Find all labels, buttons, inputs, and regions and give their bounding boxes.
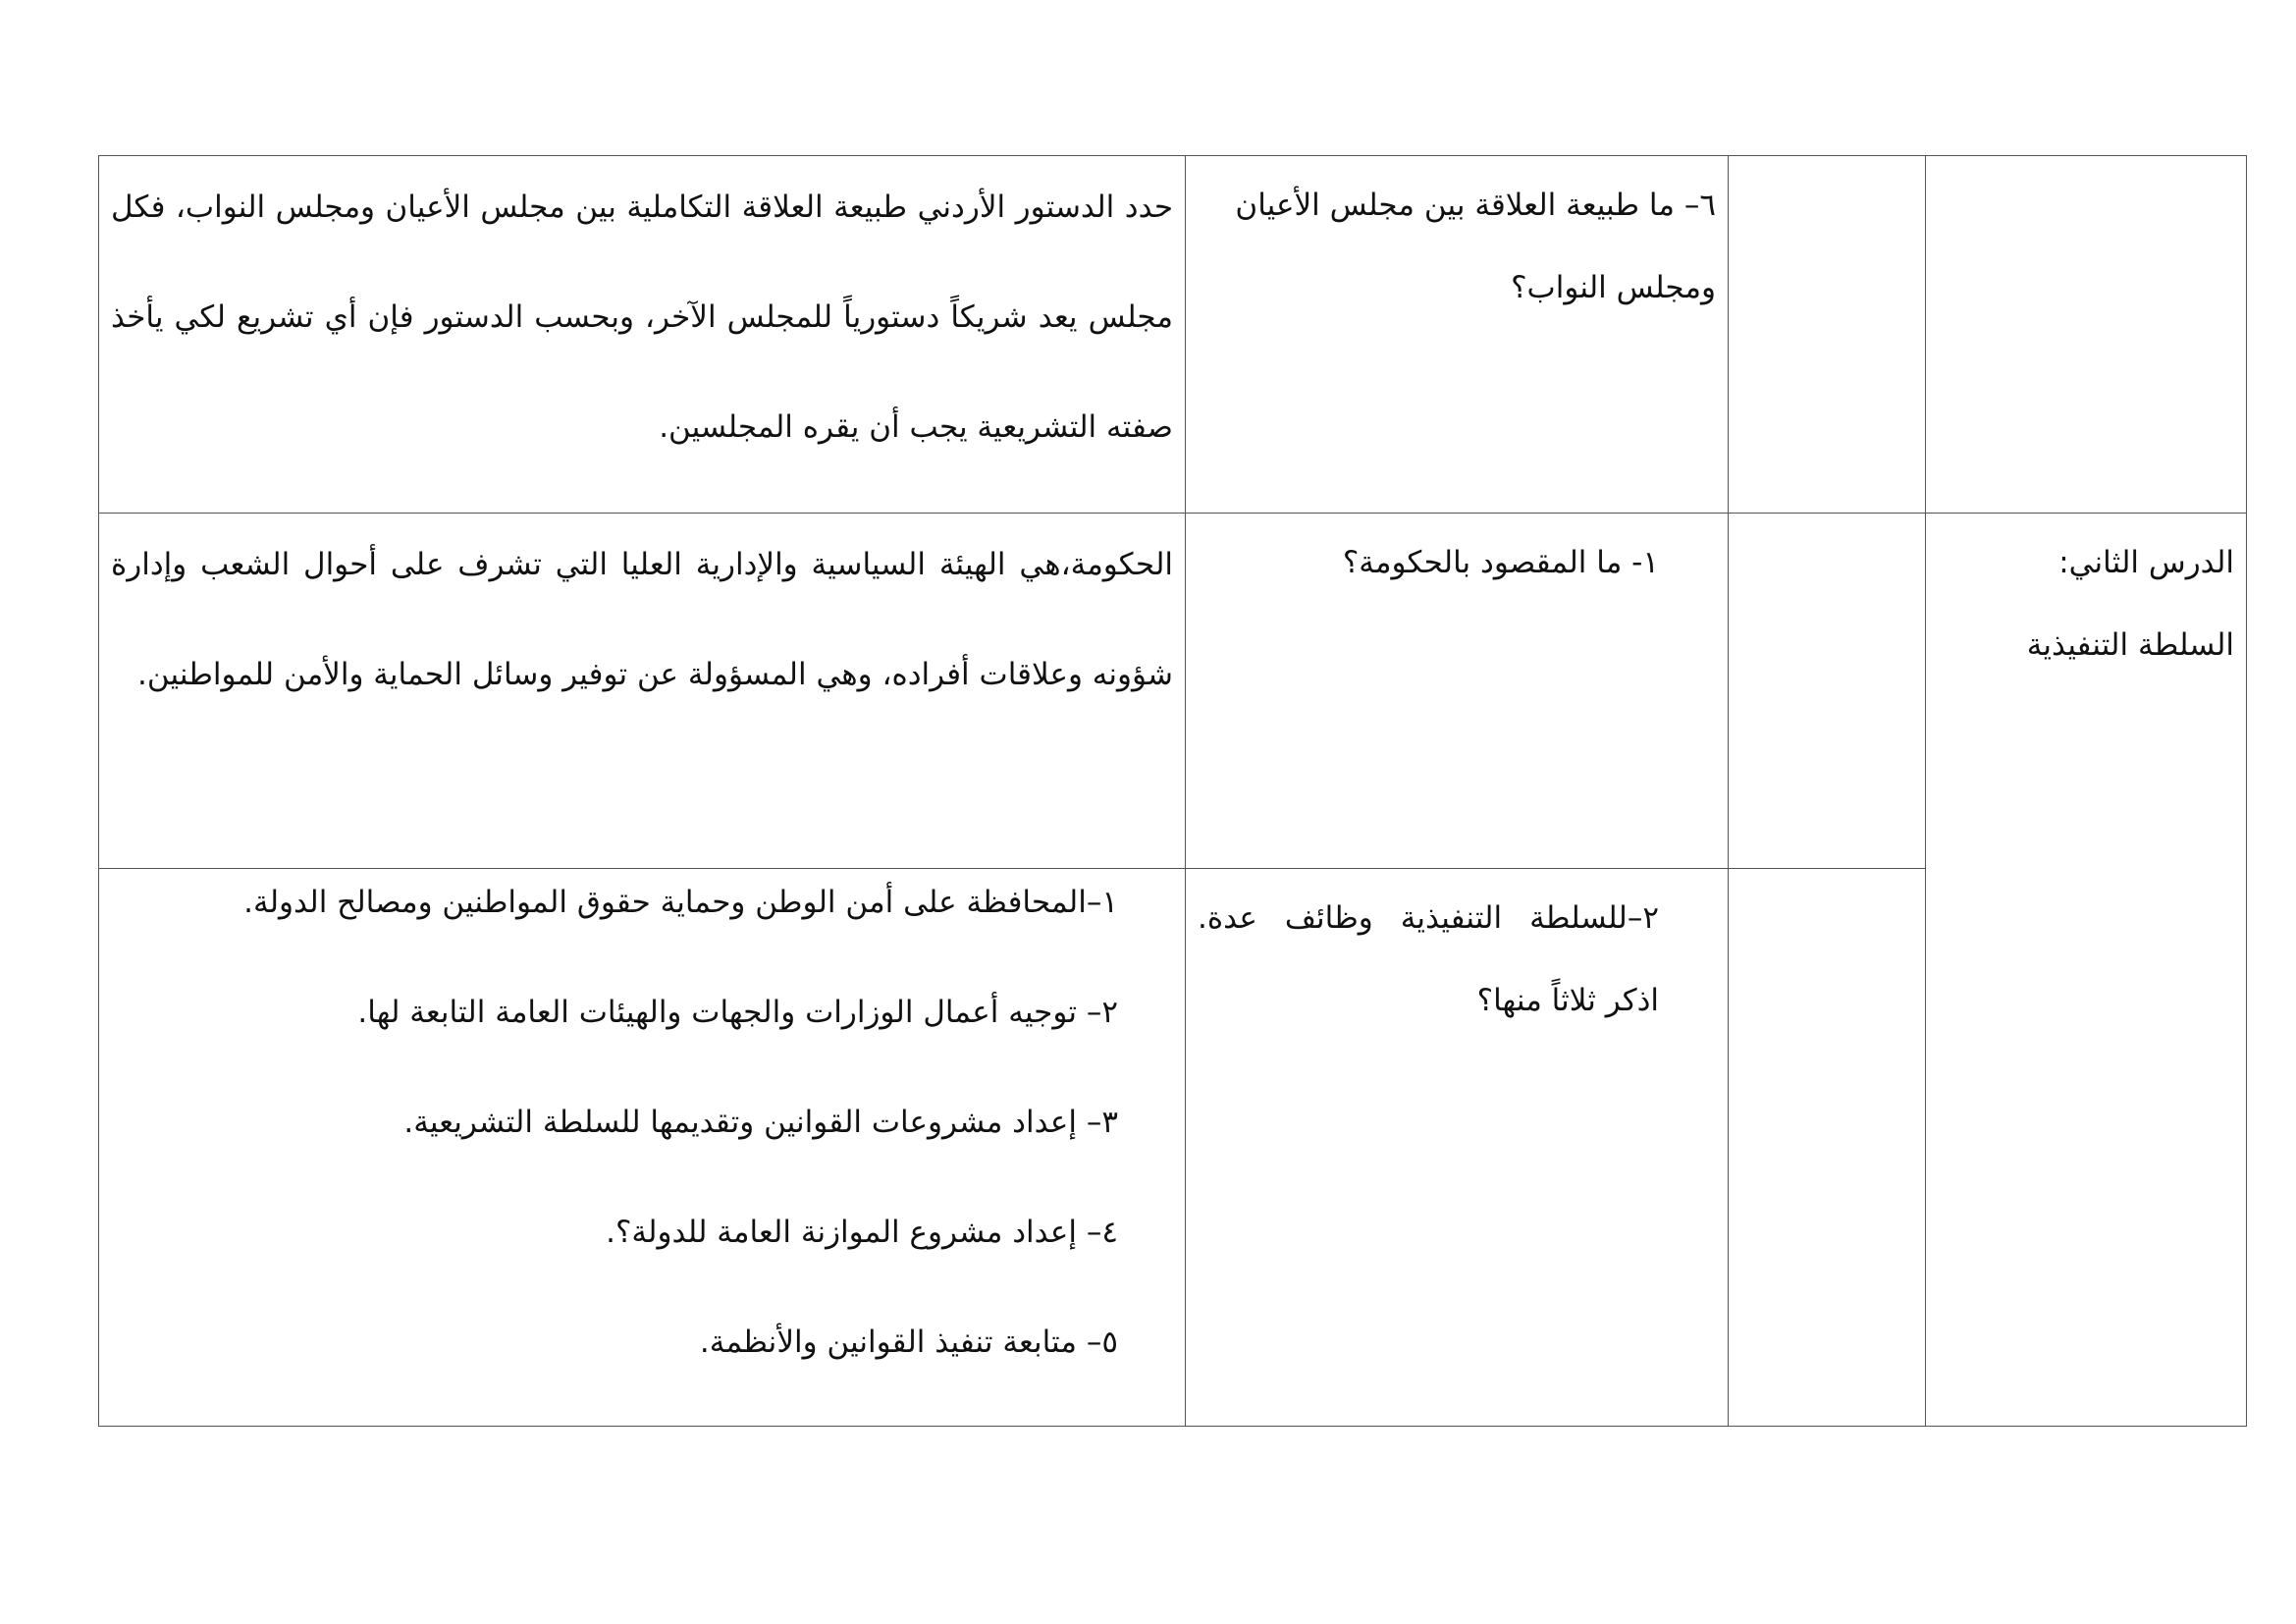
- list-item: ٣– إعداد مشروعات القوانين وتقديمها للسلطة التشريعية.: [403, 1105, 1118, 1140]
- lesson-title-line2: السلطة التنفيذية: [2026, 627, 2234, 663]
- answer-list-wrap: [99, 847, 1185, 1397]
- list-item: ٤– إعداد مشروع الموازنة العامة للدولة؟.: [606, 1215, 1118, 1250]
- question-text: ١- ما المقصود بالحكومة؟: [1342, 545, 1659, 580]
- lesson-title: [1926, 146, 2246, 164]
- lesson-title: [1926, 504, 2246, 686]
- question-text: ٦– ما طبيعة العلاقة بين مجلس الأعيان ومجلس النواب؟: [1235, 188, 1716, 305]
- answer-list: [111, 847, 1118, 1397]
- answer-text: حدد الدستور الأردني طبيعة العلاقة التكاملية بين مجلس الأعيان ومجلس النواب، فكل مجلس يعد شريكاً دستورياً للمجلس الآخر، وبحسب الدستور فإن أي تشريع لكي يأخذ صفته التشريعية يجب أن يقره المجلسين.: [111, 189, 1173, 445]
- table-row: [99, 514, 2247, 869]
- question-cell: [1186, 156, 1729, 514]
- question-text: ٢–للسلطة التنفيذية وظائف عدة. اذكر ثلاثاً منها؟: [1198, 900, 1659, 1018]
- answer-cell: [99, 869, 1186, 1427]
- answer-cell: [99, 156, 1186, 514]
- list-item: ٥– متابعة تنفيذ القوانين والأنظمة.: [699, 1325, 1118, 1360]
- empty-cell: [1729, 869, 1926, 1427]
- empty-cell: [1729, 156, 1926, 514]
- lesson-cell: [1926, 514, 2247, 1427]
- answer-text: الحكومة،هي الهيئة السياسية والإدارية العليا التي تشرف على أحوال الشعب وإدارة شؤونه وعلاقات أفراده، وهي المسؤولة عن توفير وسائل الحماية والأمن للمواطنين.: [111, 547, 1173, 692]
- answer-cell: [99, 514, 1186, 869]
- qa-table: [98, 155, 2247, 1427]
- table-row: [99, 156, 2247, 514]
- question-cell: [1186, 514, 1729, 869]
- list-item: ٢– توجيه أعمال الوزارات والجهات والهيئات العامة التابعة لها.: [357, 995, 1118, 1030]
- table-row: [99, 869, 2247, 1427]
- empty-cell: [1729, 514, 1926, 869]
- lesson-cell: [1926, 156, 2247, 514]
- lesson-title-line1: الدرس الثاني:: [2058, 545, 2234, 580]
- list-item: ١–المحافظة على أمن الوطن وحماية حقوق المواطنين ومصالح الدولة.: [243, 885, 1118, 920]
- question-cell: [1186, 869, 1729, 1427]
